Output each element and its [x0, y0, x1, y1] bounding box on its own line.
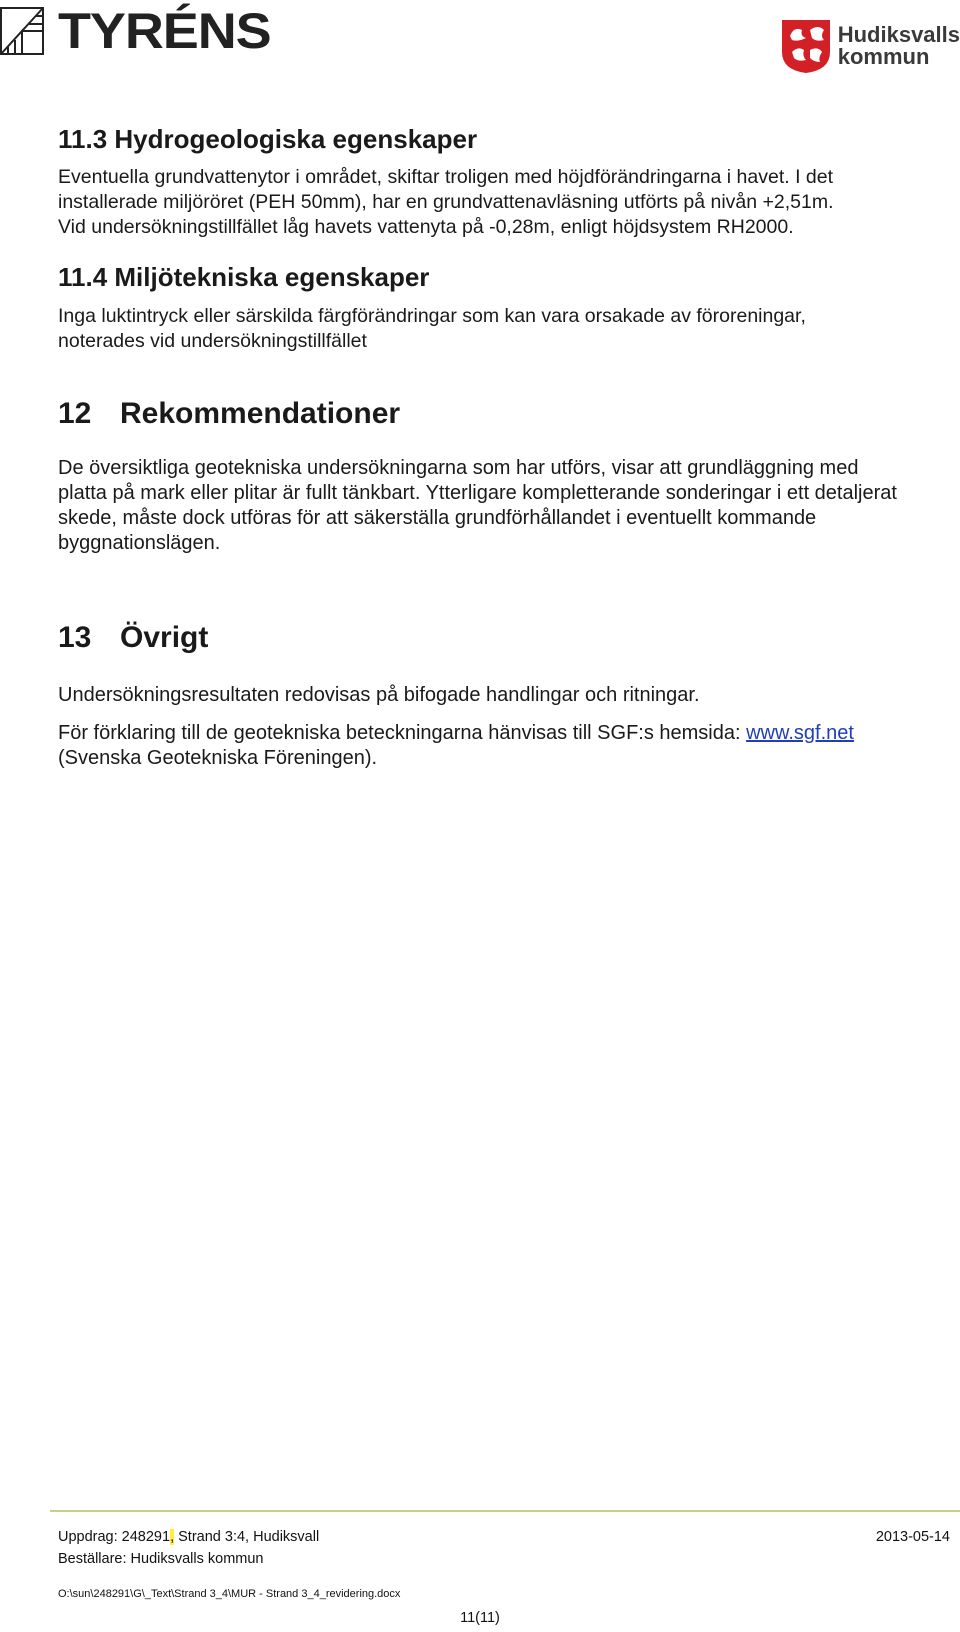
footer-assignment-prefix: Uppdrag: 248291: [58, 1529, 171, 1545]
hudiksvall-wordmark: [838, 24, 960, 68]
tyrens-mark-icon: [0, 7, 44, 55]
section-11-4-body: [58, 304, 806, 354]
section-13-heading: [58, 621, 208, 655]
sgf-website-link[interactable]: www.sgf.net: [746, 722, 854, 744]
section-13-para2-prefix: För förklaring till de geotekniska beteckningarna hänvisas till SGF:s hemsida:: [58, 722, 747, 744]
section-13-para1: Undersökningsresultaten redovisas på bifogade handlingar och ritningar.: [58, 684, 700, 706]
hudiksvall-shield-icon: [780, 18, 832, 74]
tyrens-logo: [0, 3, 271, 59]
section-11-3-line: Vid undersökningstillfället låg havets vattenyta på -0,28m, enligt höjdsystem RH2000.: [58, 216, 794, 238]
section-11-4-line: noterades vid undersökningstillfället: [58, 330, 367, 352]
section-12-body: [58, 456, 897, 556]
section-13-title: Övrigt: [120, 621, 209, 654]
section-12-heading: [58, 397, 400, 431]
section-12-title: Rekommendationer: [120, 397, 401, 430]
footer-assignment: [58, 1529, 319, 1545]
section-12-line: platta på mark eller plitar är fullt tänkbart. Ytterligare kompletterande sonderingar i ett detaljerat: [58, 482, 897, 504]
section-11-3-body: [58, 165, 834, 240]
hudiksvall-line2: kommun: [837, 44, 930, 69]
footer-assignment-suffix: Strand 3:4, Hudiksvall: [174, 1529, 320, 1545]
section-13-para2: [58, 721, 854, 771]
footer-date: 2013-05-14: [875, 1529, 950, 1545]
section-11-4-line: Inga luktintryck eller särskilda färgförändringar som kan vara orsakade av föroreningar,: [58, 305, 806, 327]
section-11-3-line: installerade miljöröret (PEH 50mm), har en grundvattenavläsning utförts på nivån +2,51m.: [58, 191, 834, 213]
section-12-number: 12: [58, 397, 92, 430]
section-13-para2-line2: (Svenska Geotekniska Föreningen).: [58, 747, 378, 769]
footer-file-path: O:\sun\248291\G\_Text\Strand 3_4\MUR - Strand 3_4_revidering.docx: [58, 1588, 401, 1600]
section-12-line: skede, måste dock utföras för att säkerställa grundförhållandet i eventuellt kommande: [58, 507, 817, 529]
hudiksvall-line1: Hudiksvalls: [837, 22, 960, 47]
section-11-3-line: Eventuella grundvattenytor i området, skiftar troligen med höjdförändringarna i havet. I det: [58, 166, 834, 188]
footer-divider: [50, 1510, 960, 1512]
footer-client: Beställare: Hudiksvalls kommun: [58, 1551, 264, 1567]
section-11-4-heading: 11.4 Miljötekniska egenskaper: [58, 262, 430, 292]
section-12-line: byggnationslägen.: [58, 532, 221, 554]
section-11-3-heading: 11.3 Hydrogeologiska egenskaper: [58, 124, 478, 154]
section-13-number: 13: [58, 621, 92, 654]
section-12-line: De översiktliga geotekniska undersökningarna som har utförs, visar att grundläggning med: [58, 457, 859, 479]
page-number: 11(11): [460, 1610, 500, 1626]
hudiksvall-logo: [780, 18, 960, 74]
tyrens-wordmark: TYRÉNS: [58, 3, 271, 59]
section-13-para2-line1: [58, 721, 854, 746]
footer-assignment-highlight: ,: [170, 1529, 175, 1545]
